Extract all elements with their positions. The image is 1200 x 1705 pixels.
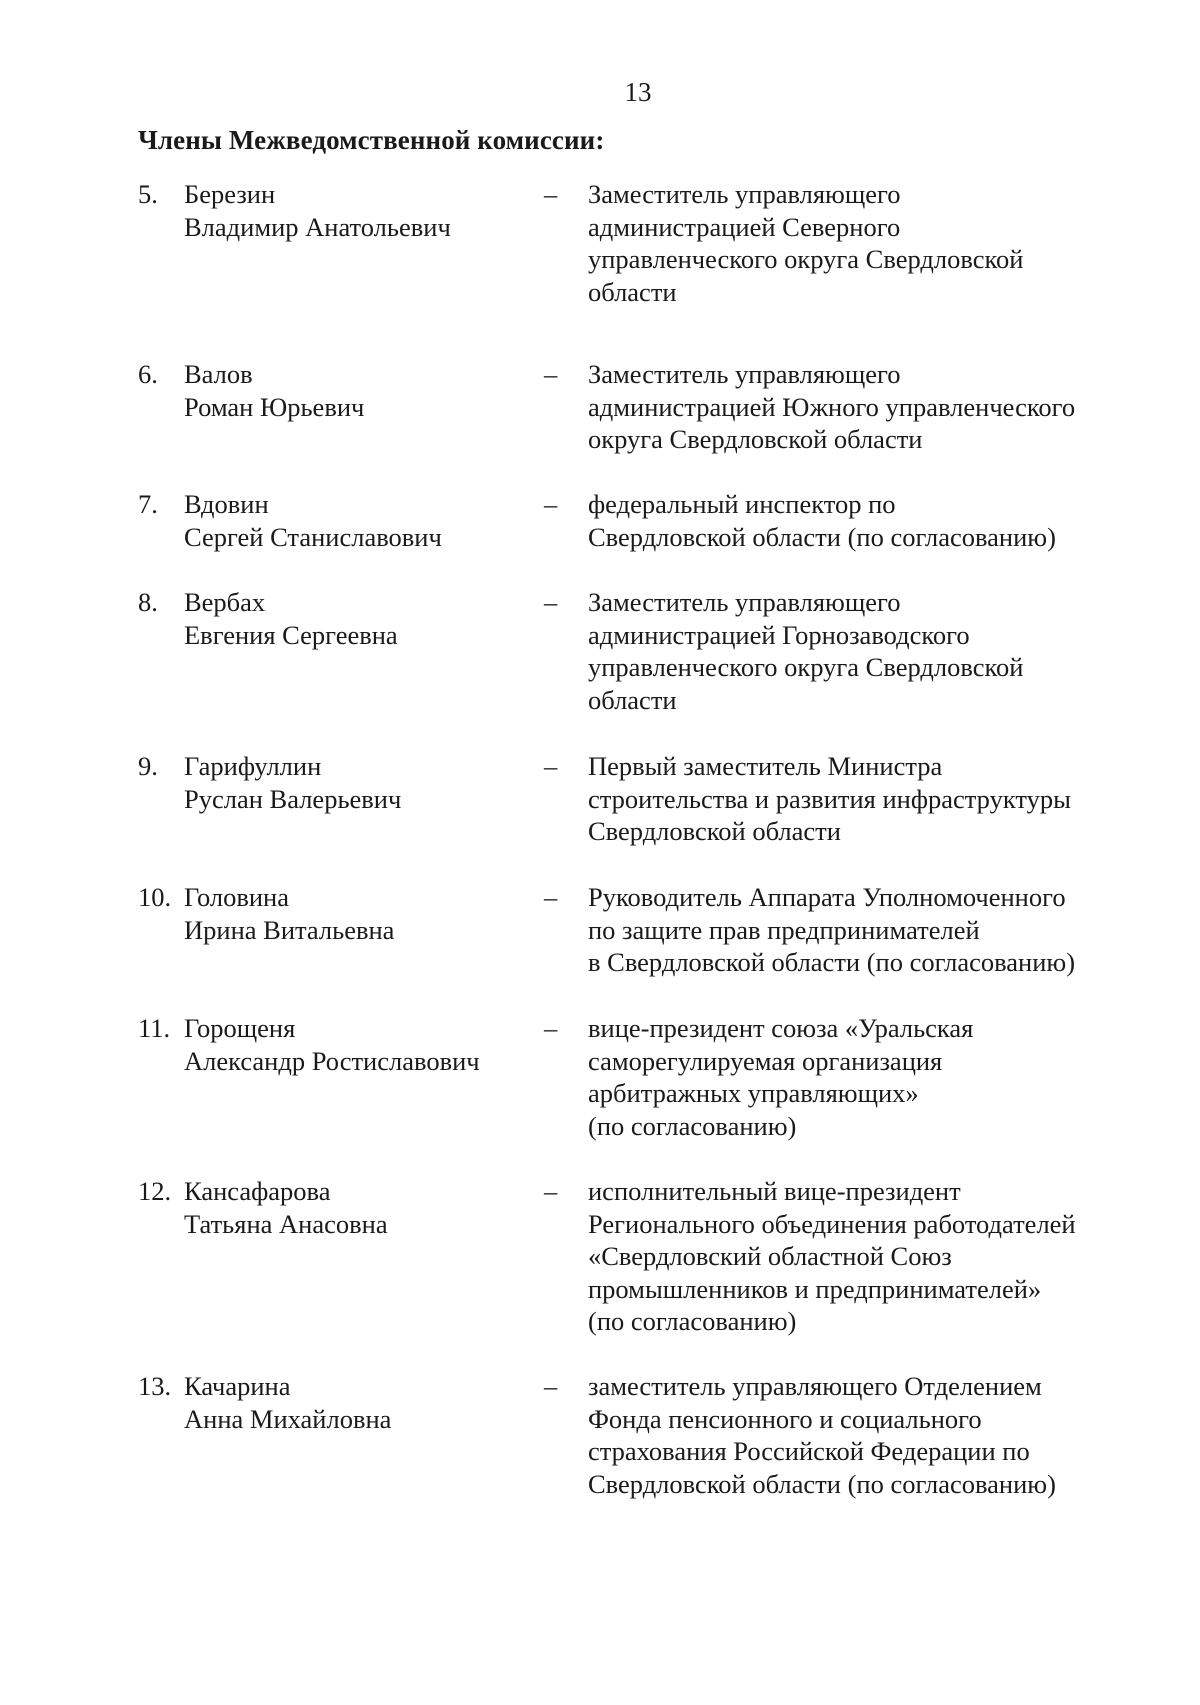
dash-separator: – [544,751,558,781]
member-name [184,1012,524,1077]
member-position: Заместитель управляющего администрацией Южного управленческого округа Свердловской области [588,359,1076,454]
dash-separator: – [544,179,558,209]
member-surname: Кансафарова [184,1176,331,1206]
member-surname: Головина [184,882,290,912]
member-number: 12. [138,1176,172,1206]
member-position: Первый заместитель Министра строительства и развития инфраструктуры Свердловской области [588,751,1071,846]
member-surname: Вербах [184,587,266,617]
member-given-names: Александр Ростиславович [184,1045,480,1076]
member-number: 6. [138,359,158,389]
member-given-names: Татьяна Анасовна [184,1208,388,1239]
member-position: Руководитель Аппарата Уполномоченного по защите прав предпринимателей в Свердловской области (по согласованию) [588,882,1076,977]
member-name [184,750,524,815]
dash-separator: – [544,359,558,389]
section-heading: Члены Межведомственной комиссии: [138,125,605,155]
member-position: федеральный инспектор по Свердловской области (по согласованию) [588,489,1056,552]
member-name [184,358,524,423]
member-surname: Горощеня [184,1013,296,1043]
member-name [184,1370,524,1435]
member-name [184,178,524,243]
member-surname: Вдовин [184,489,269,519]
member-number: 11. [138,1013,171,1043]
member-name [184,586,524,651]
member-name [184,1175,524,1240]
dash-separator: – [544,1371,558,1401]
member-number: 13. [138,1371,172,1401]
dash-separator: – [544,1176,558,1206]
member-name [184,881,524,946]
member-number: 8. [138,587,158,617]
member-surname: Качарина [184,1371,291,1401]
member-position: Заместитель управляющего администрацией Северного управленческого округа Свердловской области [588,179,1024,307]
member-given-names: Руслан Валерьевич [184,783,402,814]
member-given-names: Роман Юрьевич [184,391,365,422]
member-surname: Гарифуллин [184,751,322,781]
member-position: Заместитель управляющего администрацией Горнозаводского управленческого округа Свердловской области [588,587,1024,715]
member-given-names: Владимир Анатольевич [184,211,451,242]
dash-separator: – [544,882,558,912]
member-surname: Валов [184,359,253,389]
member-position: вице-президент союза «Уральская саморегулируемая организация арбитражных управляющих» (по согласованию) [588,1013,974,1141]
member-name [184,488,524,553]
dash-separator: – [544,587,558,617]
member-given-names: Ирина Витальевна [184,914,395,945]
member-position: исполнительный вице-президент Регионального объединения работодателей «Свердловский областной Союз промышленников и предпринимателей» (по согласованию) [588,1176,1076,1336]
member-number: 5. [138,179,158,209]
dash-separator: – [544,489,558,519]
member-position: заместитель управляющего Отделением Фонда пенсионного и социального страхования Российской Федерации по Свердловской области (по согласованию) [588,1371,1056,1499]
page-number: 13 [624,77,652,107]
dash-separator: – [544,1013,558,1043]
member-number: 9. [138,751,158,781]
member-number: 10. [138,882,172,912]
member-number: 7. [138,489,158,519]
member-given-names: Анна Михайловна [184,1403,392,1434]
member-surname: Березин [184,179,276,209]
member-given-names: Сергей Станиславович [184,521,442,552]
member-given-names: Евгения Сергеевна [184,619,398,650]
